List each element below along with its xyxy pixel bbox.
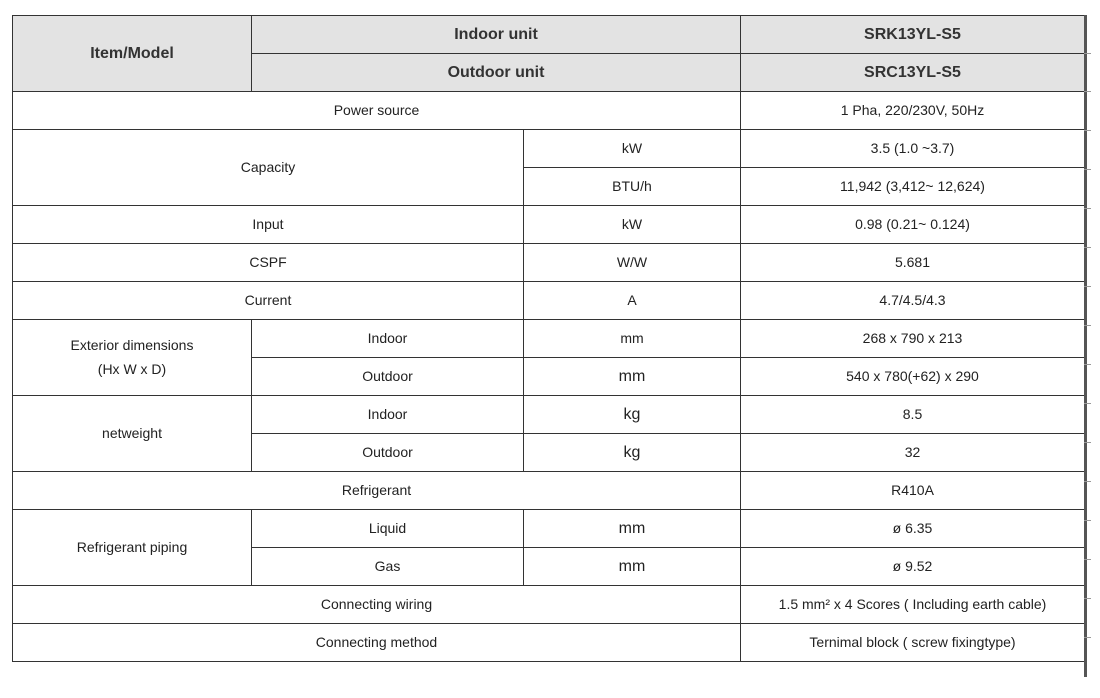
capacity-unit-btu: BTU/h [524,168,741,206]
method-value: Ternimal block ( screw fixingtype) [741,624,1085,662]
row-power-source [13,92,1085,130]
wiring-label: Connecting wiring [13,586,741,624]
exterior-label-line2: (Hx W x D) [97,361,167,377]
netweight-indoor-unit: kg [524,396,741,434]
edge-tick [1084,247,1091,248]
exterior-outdoor-label: Outdoor [252,358,524,396]
row-exterior-indoor [13,320,1085,358]
item-model-header: Item/Model [13,16,252,92]
exterior-outdoor-value: 540 x 780(+62) x 290 [741,358,1085,396]
current-label: Current [13,282,524,320]
row-capacity-kw [13,130,1085,168]
header-row-indoor [13,16,1085,54]
current-unit: A [524,282,741,320]
row-refrigerant [13,472,1085,510]
edge-tick [1084,442,1091,443]
input-label: Input [13,206,524,244]
capacity-value-btu: 11,942 (3,412~ 12,624) [741,168,1085,206]
row-netweight-indoor [13,396,1085,434]
exterior-dimensions-label [13,320,252,396]
capacity-unit-kw: kW [524,130,741,168]
exterior-outdoor-unit: mm [524,358,741,396]
cspf-value: 5.681 [741,244,1085,282]
input-unit: kW [524,206,741,244]
exterior-label-line1: Exterior dimensions [70,336,194,353]
row-method [13,624,1085,662]
netweight-indoor-value: 8.5 [741,396,1085,434]
row-piping-liquid [13,510,1085,548]
exterior-indoor-unit: mm [524,320,741,358]
netweight-outdoor-label: Outdoor [252,434,524,472]
method-label: Connecting method [13,624,741,662]
edge-tick [1084,520,1091,521]
edge-tick [1084,286,1091,287]
piping-liquid-label: Liquid [252,510,524,548]
edge-tick [1084,559,1091,560]
netweight-outdoor-unit: kg [524,434,741,472]
edge-tick [1084,403,1091,404]
cspf-unit: W/W [524,244,741,282]
capacity-value-kw: 3.5 (1.0 ~3.7) [741,130,1085,168]
row-cspf [13,244,1085,282]
row-input [13,206,1085,244]
input-value: 0.98 (0.21~ 0.124) [741,206,1085,244]
outdoor-unit-header: Outdoor unit [252,54,741,92]
edge-tick [1084,208,1091,209]
netweight-outdoor-value: 32 [741,434,1085,472]
piping-label: Refrigerant piping [13,510,252,586]
power-source-label: Power source [13,92,741,130]
indoor-model: SRK13YL-S5 [741,16,1085,54]
edge-tick [1084,91,1091,92]
netweight-label: netweight [13,396,252,472]
indoor-unit-header: Indoor unit [252,16,741,54]
edge-tick [1084,325,1091,326]
power-source-value: 1 Pha, 220/230V, 50Hz [741,92,1085,130]
capacity-label: Capacity [13,130,524,206]
row-current [13,282,1085,320]
current-value: 4.7/4.5/4.3 [741,282,1085,320]
spec-table [12,15,1085,662]
edge-tick [1084,364,1091,365]
exterior-indoor-label: Indoor [252,320,524,358]
edge-tick [1084,53,1091,54]
refrigerant-value: R410A [741,472,1085,510]
edge-tick [1084,637,1091,638]
exterior-indoor-value: 268 x 790 x 213 [741,320,1085,358]
refrigerant-label: Refrigerant [13,472,741,510]
row-wiring [13,586,1085,624]
cspf-label: CSPF [13,244,524,282]
edge-tick [1084,481,1091,482]
piping-liquid-unit: mm [524,510,741,548]
edge-tick [1084,598,1091,599]
edge-tick [1084,130,1091,131]
piping-liquid-value: ø 6.35 [741,510,1085,548]
wiring-value: 1.5 mm² x 4 Scores ( Including earth cable) [741,586,1085,624]
table-right-edge [1084,15,1087,677]
piping-gas-value: ø 9.52 [741,548,1085,586]
piping-gas-label: Gas [252,548,524,586]
outdoor-model: SRC13YL-S5 [741,54,1085,92]
piping-gas-unit: mm [524,548,741,586]
netweight-indoor-label: Indoor [252,396,524,434]
edge-tick [1084,169,1091,170]
